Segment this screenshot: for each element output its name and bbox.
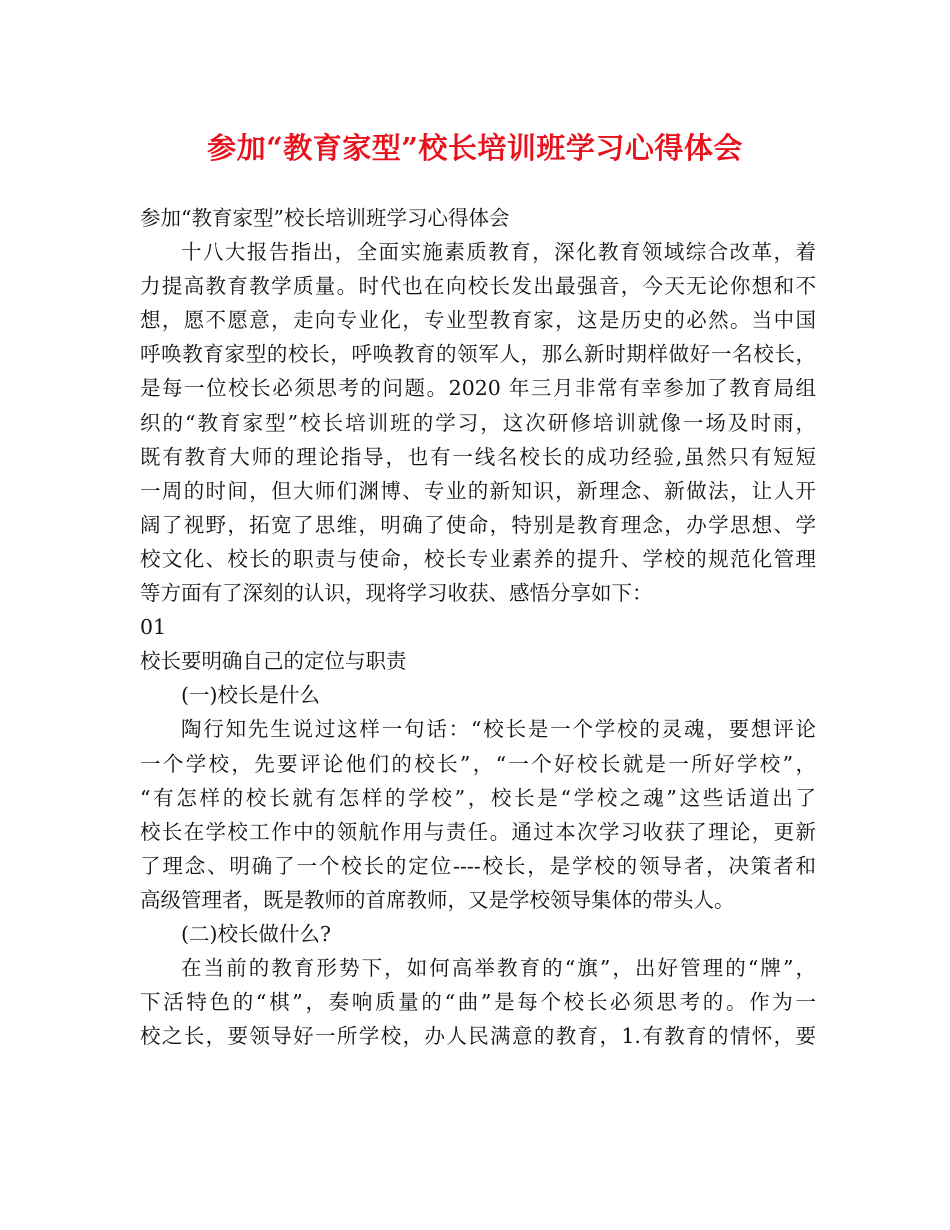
body-line: “有怎样的校长就有怎样的学校”，校长是“学校之魂”这些话道出了 [140,785,816,810]
body-line: 织的“教育家型”校长培训班的学习，这次研修培训就像一场及时雨， [140,410,816,435]
body-line: 阔了视野，拓宽了思维，明确了使命，特别是教育理念，办学思想、学 [140,512,816,537]
subsection-heading: (一)校长是什么 [181,683,320,708]
body-line: 呼唤教育家型的校长，呼唤教育的领军人，那么新时期样做好一名校长， [140,342,816,367]
body-line: 一周的时间，但大师们渊博、专业的新知识，新理念、新做法，让人开 [140,478,816,503]
subsection-heading: (二)校长做什么? [181,921,331,946]
body-line: 一个学校，先要评论他们的校长”，“一个好校长就是一所好学校”， [140,751,816,776]
body-line: 校文化、校长的职责与使命，校长专业素养的提升、学校的规范化管理 [140,546,816,571]
body-line: 下活特色的“棋”，奏响质量的“曲”是每个校长必须思考的。作为一 [140,990,816,1015]
body-line: 校之长，要领导好一所学校，办人民满意的教育，1.有教育的情怀，要 [140,1024,816,1049]
document-body [140,201,816,1053]
section-heading: 校长要明确自己的定位与职责 [140,649,407,674]
body-line: 是每一位校长必须思考的问题。2020 年三月非常有幸参加了教育局组 [140,376,816,401]
body-line: 既有教育大师的理论指导，也有一线名校长的成功经验,虽然只有短短 [140,444,816,469]
body-line: 校长在学校工作中的领航作用与责任。通过本次学习收获了理论，更新 [140,819,816,844]
body-line: 想，愿不愿意，走向专业化，专业型教育家，这是历史的必然。当中国 [140,308,816,333]
section-number: 01 [140,615,167,640]
body-line: 参加“教育家型”校长培训班学习心得体会 [140,206,510,230]
document-title: 参加“教育家型”校长培训班学习心得体会 [207,131,743,165]
body-line: 力提高教育教学质量。时代也在向校长发出最强音，今天无论你想和不 [140,274,816,299]
body-line: 陶行知先生说过这样一句话：“校长是一个学校的灵魂，要想评论 [181,717,816,742]
body-line: 在当前的教育形势下，如何高举教育的“旗”，出好管理的“牌”， [181,956,816,981]
body-line: 了理念、明确了一个校长的定位----校长，是学校的领导者，决策者和 [140,853,816,878]
body-line: 高级管理者，既是教师的首席教师，又是学校领导集体的带头人。 [140,887,735,912]
body-line: 十八大报告指出，全面实施素质教育，深化教育领域综合改革，着 [181,240,816,265]
body-line: 等方面有了深刻的认识，现将学习收获、感悟分享如下： [140,581,653,606]
